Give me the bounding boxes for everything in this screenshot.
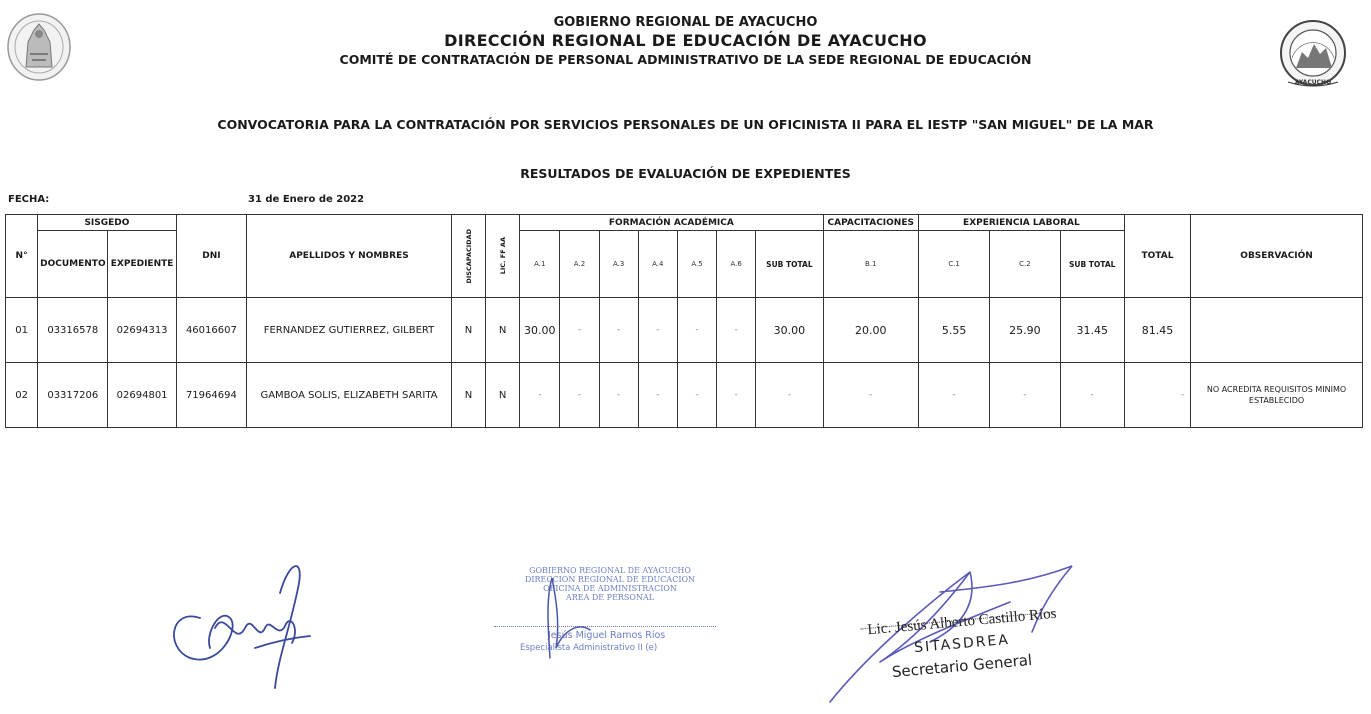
row-a1: 30.00	[520, 298, 560, 363]
col-header-a4: A.4	[638, 231, 677, 298]
seal-bottom-text: AYACUCHO	[1294, 79, 1332, 86]
stamp-line-4: AREA DE PERSONAL	[565, 593, 655, 602]
col-header-subtotal-c: SUB TOTAL	[1060, 231, 1124, 298]
stamp-role: Especialista Administrativo II (e)	[520, 643, 658, 653]
row-a5: -	[677, 363, 716, 428]
row-discapacidad: N	[451, 363, 485, 428]
date-label: FECHA:	[8, 194, 50, 205]
col-header-c2: C.2	[990, 231, 1060, 298]
row-subtotal-c: -	[1060, 363, 1124, 428]
row-dni: 46016607	[176, 298, 246, 363]
secretary-org: SITASDREA	[913, 631, 1011, 657]
col-header-discapacidad	[451, 215, 485, 298]
row-c2: -	[990, 363, 1060, 428]
col-header-capacitaciones: CAPACITACIONES	[823, 215, 918, 231]
col-header-a6: A.6	[717, 231, 756, 298]
col-header-experiencia: EXPERIENCIA LABORAL	[918, 215, 1124, 231]
col-header-n: N°	[6, 215, 38, 298]
col-header-dni: DNI	[176, 215, 246, 298]
header-government: GOBIERNO REGIONAL DE AYACUCHO	[553, 15, 818, 30]
row-number: 02	[6, 363, 38, 428]
row-a6: -	[717, 298, 756, 363]
row-name: GAMBOA SOLIS, ELIZABETH SARITA	[247, 363, 452, 428]
results-title: RESULTADOS DE EVALUACIÓN DE EXPEDIENTES	[520, 166, 851, 181]
row-discapacidad: N	[451, 298, 485, 363]
col-header-c1: C.1	[918, 231, 989, 298]
discapacidad-label: DISCAPACIDAD	[464, 228, 473, 284]
row-c1: -	[918, 363, 989, 428]
row-b1: 20.00	[823, 298, 918, 363]
row-total: 81.45	[1124, 298, 1190, 363]
col-header-b1: B.1	[823, 231, 918, 298]
row-total: -	[1124, 363, 1190, 428]
row-a3: -	[599, 298, 638, 363]
row-expediente: 02694313	[108, 298, 176, 363]
col-header-sisgedo: SISGEDO	[38, 215, 177, 231]
col-header-a2: A.2	[560, 231, 599, 298]
row-a5: -	[677, 298, 716, 363]
lic-ffaa-label: LIC. FF AA	[498, 237, 507, 275]
row-a4: -	[638, 298, 677, 363]
col-header-formacion: FORMACIÓN ACADÉMICA	[520, 215, 823, 231]
col-header-subtotal-a: SUB TOTAL	[756, 231, 823, 298]
header-direction: DIRECCIÓN REGIONAL DE EDUCACIÓN DE AYACUCHO	[444, 31, 927, 50]
stamp-name: Jesús Miguel Ramos Ríos	[548, 630, 666, 641]
row-a3: -	[599, 363, 638, 428]
col-header-a1: A.1	[520, 231, 560, 298]
date-value: 31 de Enero de 2022	[248, 194, 365, 205]
row-a4: -	[638, 363, 677, 428]
row-number: 01	[6, 298, 38, 363]
row-a1: -	[520, 363, 560, 428]
row-subtotal-a: -	[756, 363, 823, 428]
col-header-a3: A.3	[599, 231, 638, 298]
col-header-observacion: OBSERVACIÓN	[1191, 215, 1363, 298]
document-header	[0, 14, 1371, 68]
stamp-line-1: GOBIERNO REGIONAL DE AYACUCHO	[529, 566, 691, 575]
secretary-role: Secretario General	[891, 650, 1033, 682]
row-observation	[1191, 298, 1363, 363]
row-a6: -	[717, 363, 756, 428]
row-a2: -	[560, 363, 599, 428]
row-documento: 03317206	[38, 363, 108, 428]
row-subtotal-c: 31.45	[1060, 298, 1124, 363]
table-row	[6, 298, 1363, 363]
col-header-documento: DOCUMENTO	[38, 231, 108, 298]
stamp-line-3: OFICINA DE ADMINISTRACION	[543, 584, 677, 593]
row-dni: 71964694	[176, 363, 246, 428]
personnel-specialist-signature	[520, 568, 620, 663]
row-lic-ffaa: N	[486, 298, 520, 363]
col-header-expediente: EXPEDIENTE	[108, 231, 176, 298]
row-name: FERNANDEZ GUTIERREZ, GILBERT	[247, 298, 452, 363]
row-expediente: 02694801	[108, 363, 176, 428]
header-committee: COMITÉ DE CONTRATACIÓN DE PERSONAL ADMINISTRATIVO DE LA SEDE REGIONAL DE EDUCACIÓN	[339, 52, 1032, 67]
row-c1: 5.55	[918, 298, 989, 363]
convocatoria-title: CONVOCATORIA PARA LA CONTRATACIÓN POR SERVICIOS PERSONALES DE UN OFICINISTA II PARA EL IESTP "SAN MIGUEL" DE LA MAR	[217, 117, 1154, 132]
row-observation: NO ACREDITA REQUISITOS MINIMO ESTABLECIDO	[1191, 363, 1363, 428]
row-b1: -	[823, 363, 918, 428]
col-header-names: APELLIDOS Y NOMBRES	[247, 215, 452, 298]
row-a2: -	[560, 298, 599, 363]
col-header-total: TOTAL	[1124, 215, 1190, 298]
stamp-line-2: DIRECCION REGIONAL DE EDUCACION	[524, 575, 696, 584]
secretary-name: Lic. Jesús Alberto Castillo Ríos	[866, 605, 1058, 639]
col-header-a5: A.5	[677, 231, 716, 298]
row-documento: 03316578	[38, 298, 108, 363]
row-c2: 25.90	[990, 298, 1060, 363]
col-header-lic-ffaa	[486, 215, 520, 298]
table-row	[6, 363, 1363, 428]
row-subtotal-a: 30.00	[756, 298, 823, 363]
committee-president-signature	[160, 548, 320, 698]
results-table	[5, 214, 1363, 428]
row-lic-ffaa: N	[486, 363, 520, 428]
